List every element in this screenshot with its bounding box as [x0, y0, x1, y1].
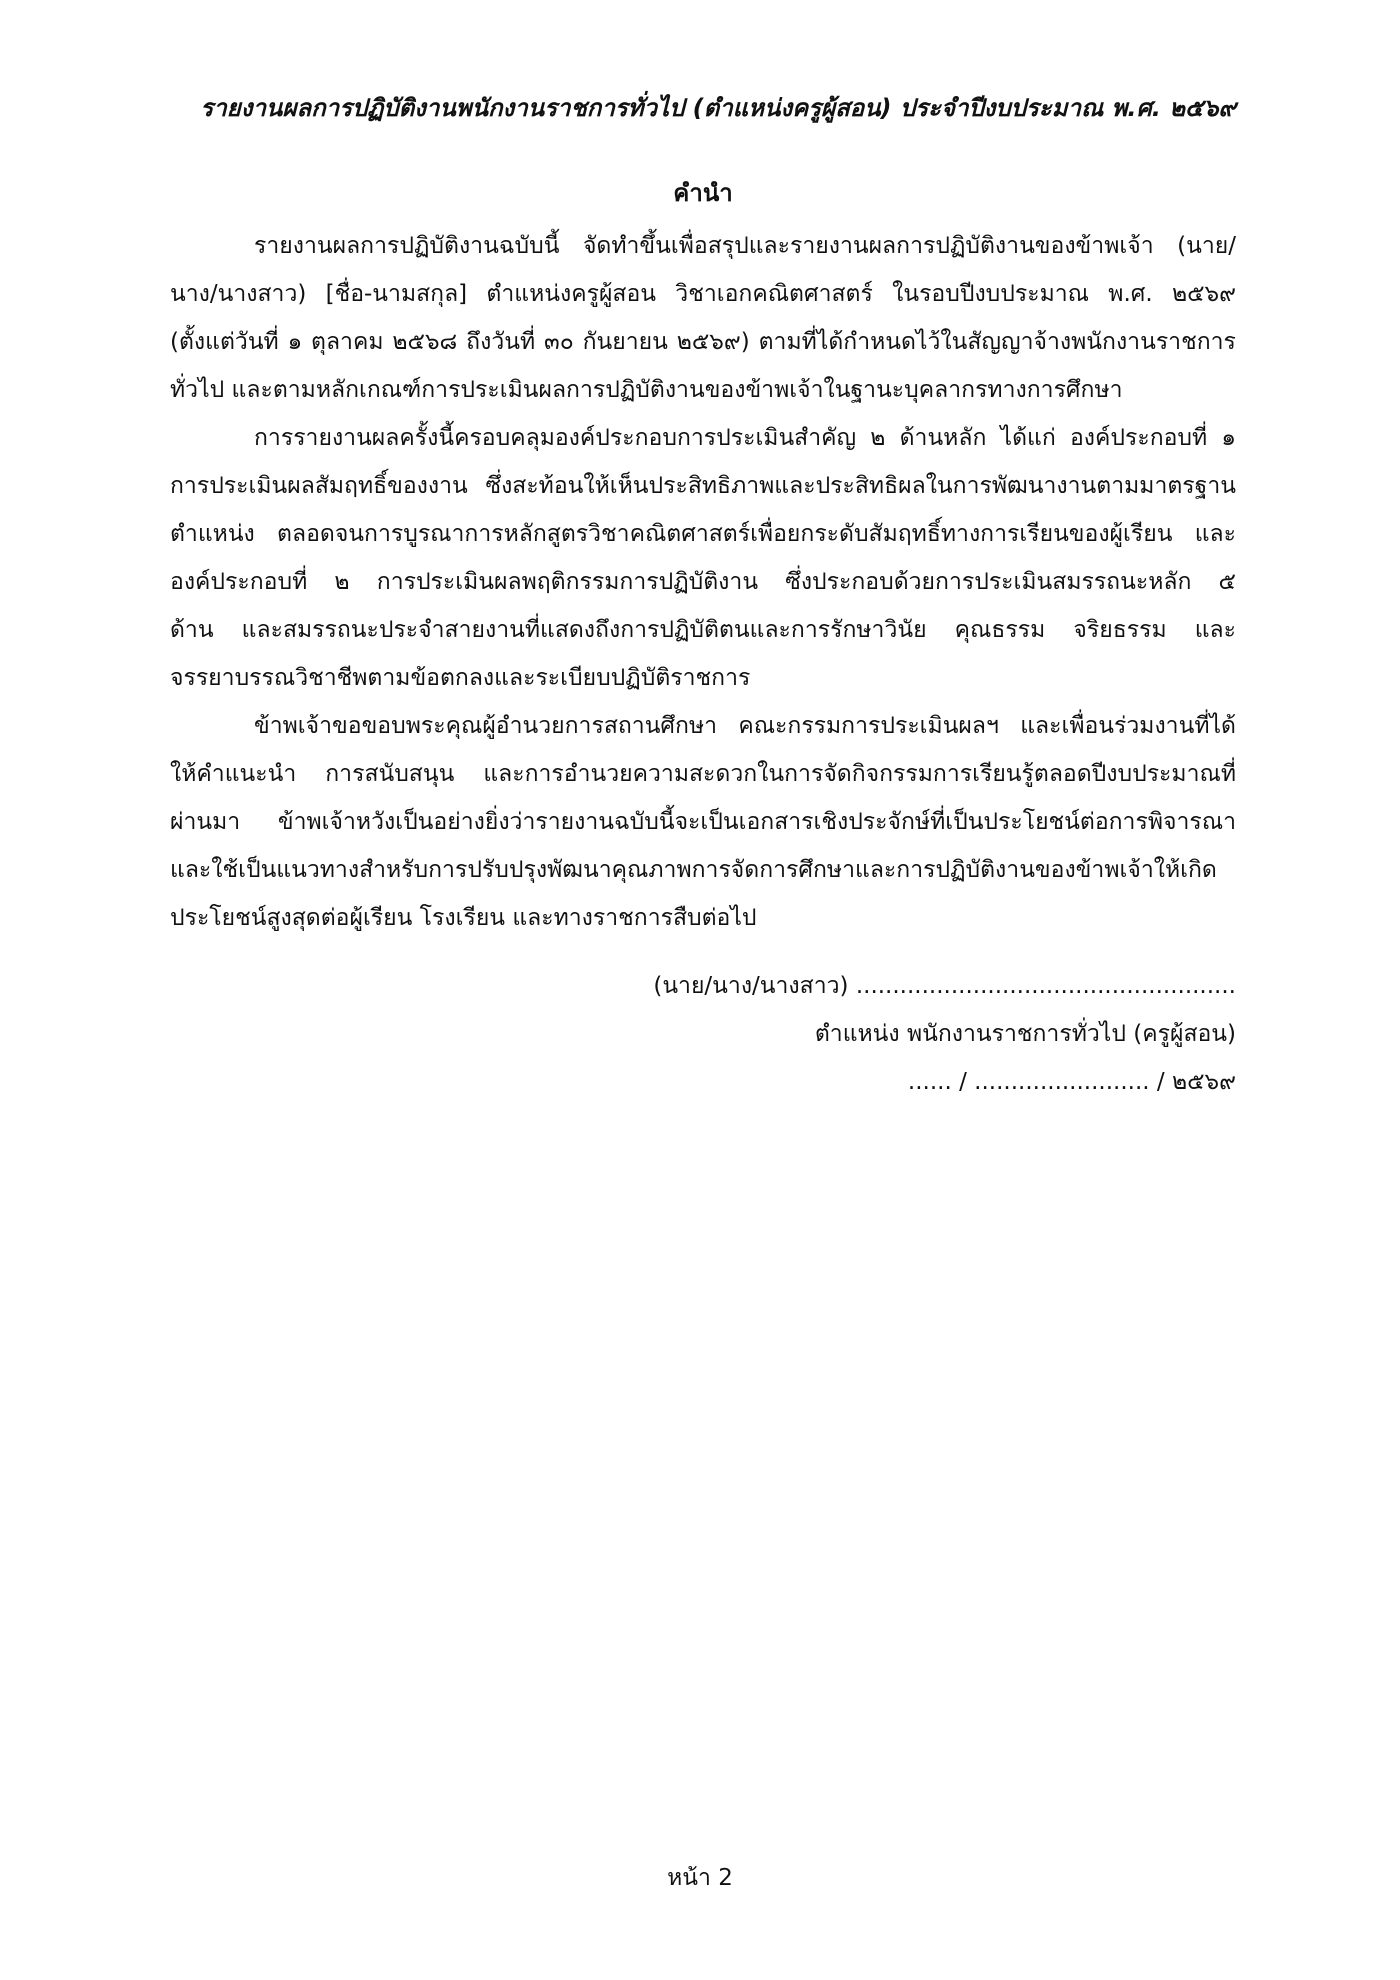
paragraph-1-line-3: (ตั้งแต่วันที่ ๑ ตุลาคม ๒๕๖๘ ถึงวันที่ ๓๐ กันยายน ๒๕๖๙) ตามที่ได้กำหนดไว้ในสัญญาจ้างพนักงานราชการ	[170, 329, 1236, 355]
paragraph-2-line-3: ตำแหน่ง ตลอดจนการบูรณาการหลักสูตรวิชาคณิตศาสตร์เพื่อยกระดับสัมฤทธิ์ทางการเรียนของผู้เรียน และ	[170, 521, 1236, 547]
paragraph-3-line-2: ให้คำแนะนำ การสนับสนุน และการอำนวยความสะดวกในการจัดกิจกรรมการเรียนรู้ตลอดปีงบประมาณที่	[170, 761, 1236, 787]
signature-name-line: (นาย/นาง/นางสาว) ....................................................	[653, 973, 1236, 999]
paragraph-1-line-2: นาง/นางสาว) [ชื่อ-นามสกุล] ตำแหน่งครูผู้สอน วิชาเอกคณิตศาสตร์ ในรอบปีงบประมาณ พ.ศ. ๒๕๖๙	[170, 281, 1236, 307]
paragraph-3-line-3: ผ่านมา ข้าพเจ้าหวังเป็นอย่างยิ่งว่ารายงานฉบับนี้จะเป็นเอกสารเชิงประจักษ์ที่เป็นประโยชน์ต่อการพิจารณา	[170, 809, 1236, 835]
signature-position-line: ตำแหน่ง พนักงานราชการทั่วไป (ครูผู้สอน)	[814, 1021, 1236, 1047]
paragraph-2-line-6: จรรยาบรรณวิชาชีพตามข้อตกลงและระเบียบปฏิบัติราชการ	[170, 665, 751, 691]
signature-block	[170, 962, 1236, 1106]
paragraph-2-line-4: องค์ประกอบที่ ๒ การประเมินผลพฤติกรรมการปฏิบัติงาน ซึ่งประกอบด้วยการประเมินสมรรถนะหลัก ๕	[170, 569, 1236, 595]
signature-date-line: ...... / ........................ / ๒๕๖๙	[907, 1069, 1236, 1095]
paragraph-2-line-2: การประเมินผลสัมฤทธิ์ของงาน ซึ่งสะท้อนให้เห็นประสิทธิภาพและประสิทธิผลในการพัฒนางานตามมาตรฐาน	[170, 473, 1236, 499]
report-title: รายงานผลการปฏิบัติงานพนักงานราชการทั่วไป (ตำแหน่งครูผู้สอน) ประจำปีงบประมาณ พ.ศ. ๒๕๖๙	[200, 94, 1236, 122]
paragraph-1-line-1: รายงานผลการปฏิบัติงานฉบับนี้ จัดทำขึ้นเพื่อสรุปและรายงานผลการปฏิบัติงานของข้าพเจ้า (นาย/	[254, 233, 1236, 259]
paragraph-3-line-5: ประโยชน์สูงสุดต่อผู้เรียน โรงเรียน และทางราชการสืบต่อไป	[170, 905, 757, 931]
section-heading-preface: คำนำ	[673, 179, 733, 207]
paragraph-2-line-5: ด้าน และสมรรถนะประจำสายงานที่แสดงถึงการปฏิบัติตนและการรักษาวินัย คุณธรรม จริยธรรม และ	[170, 617, 1236, 643]
paragraph-3-line-1: ข้าพเจ้าขอขอบพระคุณผู้อำนวยการสถานศึกษา คณะกรรมการประเมินผลฯ และเพื่อนร่วมงานที่ได้	[254, 713, 1236, 739]
page-number: หน้า 2	[667, 1865, 733, 1891]
paragraph-1-line-4: ทั่วไป และตามหลักเกณฑ์การประเมินผลการปฏิบัติงานของข้าพเจ้าในฐานะบุคลากรทางการศึกษา	[170, 377, 1123, 403]
paragraph-2-line-1: การรายงานผลครั้งนี้ครอบคลุมองค์ประกอบการประเมินสำคัญ ๒ ด้านหลัก ได้แก่ องค์ประกอบที่ ๑	[254, 425, 1236, 451]
paragraph-3-line-4: และใช้เป็นแนวทางสำหรับการปรับปรุงพัฒนาคุณภาพการจัดการศึกษาและการปฏิบัติงานของข้าพเจ้าให้เกิด	[170, 857, 1217, 883]
preface-body	[170, 222, 1236, 942]
